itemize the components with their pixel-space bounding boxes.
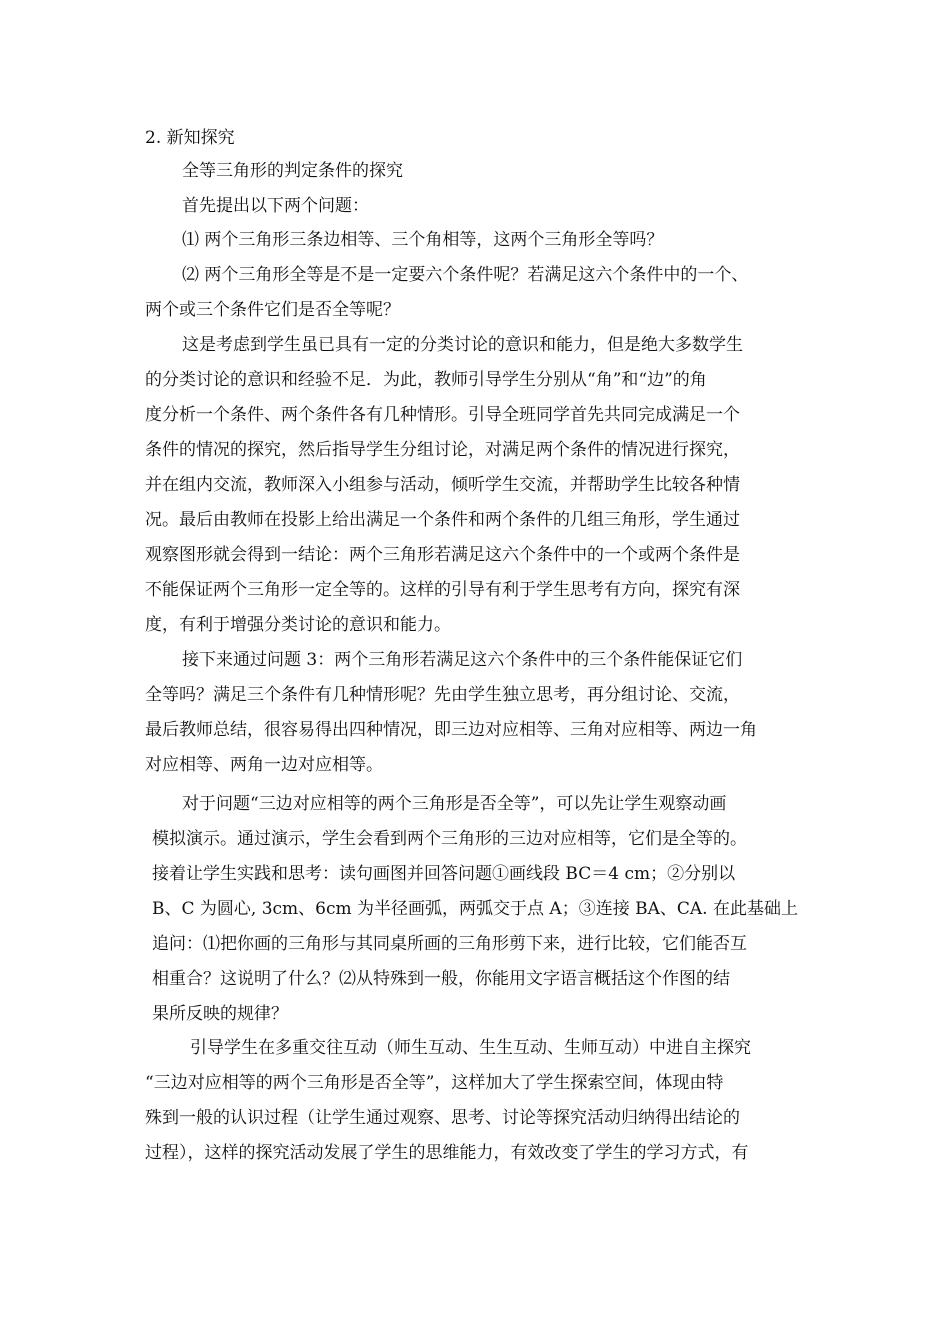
paragraph-4-line: “三边对应相等的两个三角形是否全等”，这样加大了学生探索空间，体现由特 (145, 1073, 724, 1093)
question-1: ⑴ 两个三角形三条边相等、三个角相等，这两个三角形全等吗？ (182, 230, 664, 250)
paragraph-2-line: 全等吗？满足三个条件有几种情形呢？先由学生独立思考，再分组讨论、交流， (145, 685, 740, 705)
paragraph-1-line: 度分析一个条件、两个条件各有几种情形。引导全班同学首先共同完成满足一个 (145, 405, 740, 425)
section-heading: 2. 新知探究 (145, 128, 235, 148)
paragraph-3-line: 果所反映的规律？ (152, 1004, 288, 1024)
paragraph-3-line: 追问：⑴把你画的三角形与其同桌所画的三角形剪下来，进行比较，它们能否互 (152, 934, 747, 954)
question-2-line-2: 两个或三个条件它们是否全等呢？ (145, 300, 400, 320)
paragraph-3-line: 接着让学生实践和思考：读句画图并回答问题①画线段 BC＝4 cm；②分别以 (152, 864, 736, 884)
paragraph-2-line: 对应相等、两角一边对应相等。 (145, 755, 383, 775)
paragraph-2-line: 接下来通过问题 3：两个三角形若满足这六个条件中的三个条件能保证它们 (182, 650, 743, 670)
paragraph-1-line: 的分类讨论的意识和经验不足．为此，教师引导学生分别从“角”和“边”的角 (145, 370, 707, 390)
paragraph-3-line: B、C 为圆心, 3cm、6cm 为半径画弧，两弧交于点 A；③连接 BA、CA. 在此基础上 (152, 899, 798, 919)
paragraph-1-line: 度，有利于增强分类讨论的意识和能力。 (145, 615, 451, 635)
intro-line: 首先提出以下两个问题： (182, 196, 369, 216)
paragraph-1-line: 条件的情况的探究，然后指导学生分组讨论，对满足两个条件的情况进行探究， (145, 440, 740, 460)
paragraph-3-line: 相重合？这说明了什么？⑵从特殊到一般，你能用文字语言概括这个作图的结 (152, 969, 730, 989)
paragraph-1-line: 这是考虑到学生虽已具有一定的分类讨论的意识和能力，但是绝大多数学生 (182, 335, 743, 355)
paragraph-4-line: 殊到一般的认识过程（让学生通过观察、思考、讨论等探究活动归纳得出结论的 (145, 1108, 740, 1128)
subheading: 全等三角形的判定条件的探究 (182, 161, 403, 181)
paragraph-2-line: 最后教师总结，很容易得出四种情况，即三边对应相等、三角对应相等、两边一角 (145, 720, 757, 740)
paragraph-4-line: 过程），这样的探究活动发展了学生的思维能力，有效改变了学生的学习方式，有 (145, 1143, 749, 1163)
paragraph-1-line: 观察图形就会得到一结论：两个三角形若满足这六个条件中的一个或两个条件是 (145, 545, 740, 565)
paragraph-1-line: 不能保证两个三角形一定全等的。这样的引导有利于学生思考有方向，探究有深 (145, 580, 740, 600)
question-2-line-1: ⑵ 两个三角形全等是不是一定要六个条件呢？若满足这六个条件中的一个、 (182, 265, 749, 285)
paragraph-3-line: 模拟演示。通过演示，学生会看到两个三角形的三边对应相等，它们是全等的。 (152, 829, 747, 849)
paragraph-3-line: 对于问题“三边对应相等的两个三角形是否全等”，可以先让学生观察动画 (182, 794, 727, 814)
paragraph-1-line: 况。最后由教师在投影上给出满足一个条件和两个条件的几组三角形，学生通过 (145, 510, 740, 530)
paragraph-1-line: 并在组内交流，教师深入小组参与活动，倾听学生交流，并帮助学生比较各种情 (145, 475, 740, 495)
paragraph-4-line: 引导学生在多重交往互动（师生互动、生生互动、生师互动）中进自主探究 (190, 1038, 751, 1058)
